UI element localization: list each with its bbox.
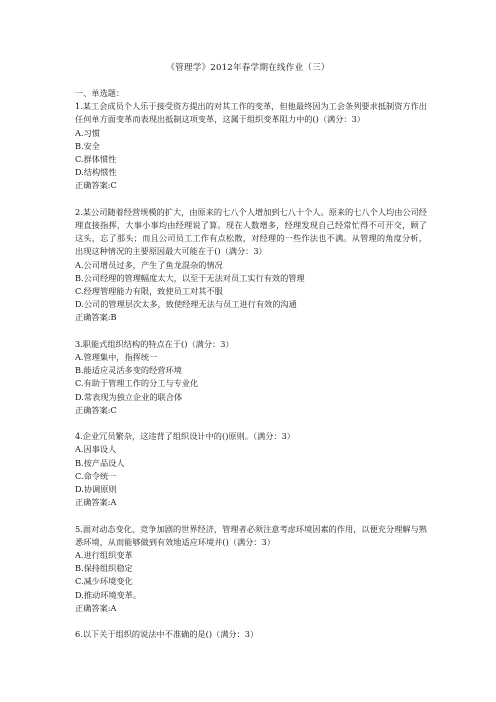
question-6 (75, 628, 427, 641)
option-d: D.推动环境变革。 (75, 589, 142, 600)
section-heading: 一、单选题： (75, 88, 125, 98)
option-a: A.进行组织变革 (75, 550, 133, 561)
option-a: A.习惯 (75, 127, 100, 138)
correct-answer: 正确答案:B (75, 312, 117, 323)
correct-answer: 正确答案:C (75, 404, 117, 415)
spacer (75, 193, 427, 206)
spacer (75, 325, 427, 338)
option-b: B.公司经理的管理幅度太大，以至于无法对员工实行有效的管理 (75, 272, 305, 283)
question-4 (75, 430, 427, 509)
option-c: C.命令统一 (75, 470, 117, 481)
option-a: A.管理集中，指挥统一 (75, 352, 158, 363)
option-d: D.结构惯性 (75, 167, 117, 178)
option-b: B.按产品设人 (75, 457, 125, 468)
question-2 (75, 206, 427, 325)
question-text: 1.某工会成员个人乐于接受资方提出的对其工作的变革，但他最终因为工会条列要求抵制资方作出任何单方面变革而表现出抵制这项变革，这属于组织变革阻力中的()（满分：3） (75, 101, 427, 125)
spacer (75, 509, 427, 522)
option-d: D.协调原则 (75, 484, 117, 495)
correct-answer: 正确答案:C (75, 180, 117, 191)
correct-answer: 正确答案:A (75, 602, 117, 613)
question-text: 5.面对动态变化、竞争加剧的世界经济，管理者必须注意考虑环境因素的作用，以便充分理解与熟悉环境，从而能够做到有效地适应环境并()（满分：3） (75, 523, 427, 547)
option-a: A.因事设人 (75, 444, 117, 455)
question-3 (75, 338, 427, 417)
option-c: C.经理管理能力有限，致使员工对其不服 (75, 286, 223, 297)
document-title: 《管理学》2012年春学期在线作业（三） (166, 63, 330, 73)
option-c: C.减少环境变化 (75, 576, 133, 587)
option-d: D.常表现为独立企业的联合体 (75, 391, 183, 402)
question-text: 4.企业冗员繁杂，这违背了组织设计中的()原则。（满分：3） (75, 431, 295, 442)
option-c: C.有助于管理工作的分工与专业化 (75, 378, 199, 389)
option-c: C.群体惯性 (75, 154, 117, 165)
question-text: 3.职能式组织结构的特点在于()（满分：3） (75, 338, 234, 349)
option-d: D.公司的管理层次太多，致使经理无法与员工进行有效的沟通 (75, 299, 297, 310)
question-5 (75, 523, 427, 615)
question-text: 6.以下关于组织的说法中不准确的是()（满分：3） (75, 629, 259, 640)
option-b: B.安全 (75, 140, 100, 151)
correct-answer: 正确答案:A (75, 497, 117, 508)
question-1 (75, 100, 427, 192)
spacer (75, 615, 427, 628)
spacer (75, 417, 427, 430)
option-b: B.保持组织稳定 (75, 563, 133, 574)
question-text: 2.某公司随着经营规模的扩大，由原来的七八个人增加到七八十个人。原来的七八个人均由公司经理直接指挥，大事小事均由经理说了算。现在人数增多，经理发现自己经常忙得不可开交，顾了这头，忘了那头；而且公司员工工作有点松散，对经理的一些作法也不满。从管理的角度分析，出现这种情况的主要原因最大可能在于()（满分：3） (75, 206, 427, 257)
option-b: B.能适应灵活多变的经营环境 (75, 365, 182, 376)
option-a: A.公司增员过多，产生了鱼龙混杂的情况 (75, 259, 223, 270)
document-body (75, 87, 427, 641)
